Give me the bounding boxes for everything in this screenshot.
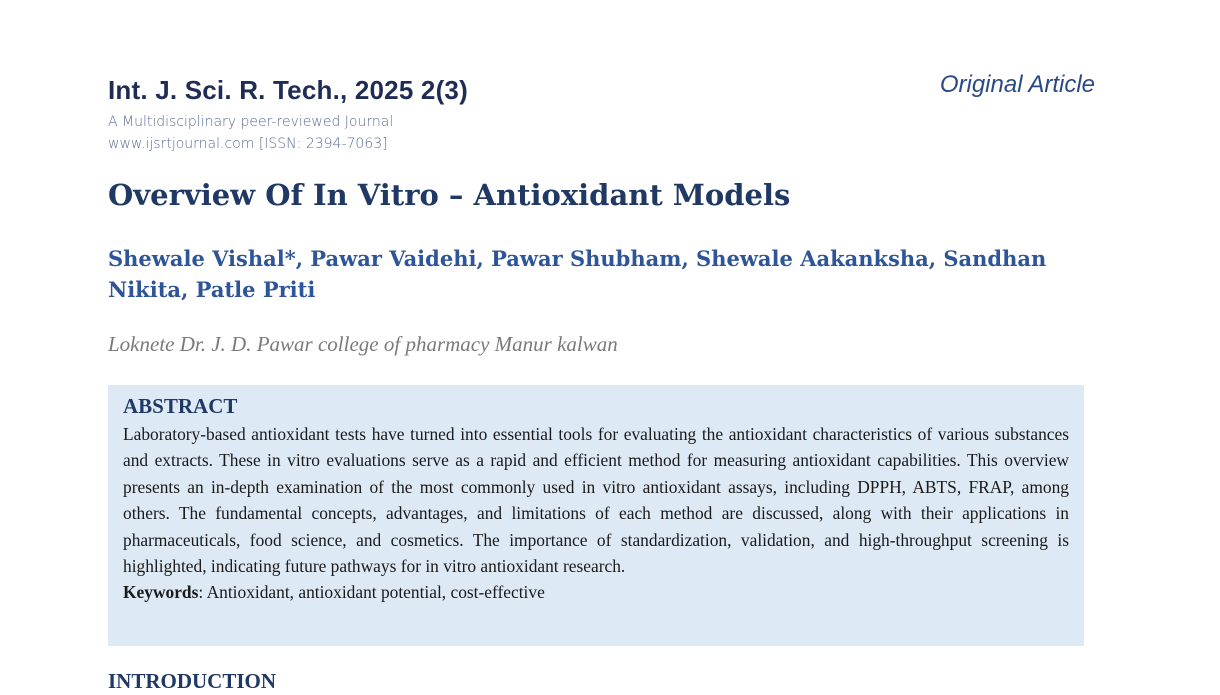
abstract-body: Laboratory-based antioxidant tests have turned into essential tools for evaluating the antioxidant characteristics of various substances and extracts. These in vitro evaluations serve as a rapid and efficient method for measuring antioxidant capabilities. This overview presents an in-depth examination of the most commonly used in vitro antioxidant assays, including DPPH, ABTS, FRAP, among others. The fundamental concepts, advantages, and limitations of each method are discussed, along with their applications in pharmaceuticals, food science, and cosmetics. The importance of standardization, validation, and high-throughput screening is highlighted, indicating future pathways for in vitro antioxidant research. bbox=[123, 424, 1069, 577]
author-list: Shewale Vishal*, Pawar Vaidehi, Pawar Shubham, Shewale Aakanksha, Sandhan Nikita, Patle Priti bbox=[108, 246, 1047, 302]
article-type-label: Original Article bbox=[939, 71, 1095, 98]
journal-title: Int. J. Sci. R. Tech., 2025 2(3) bbox=[108, 75, 468, 105]
introduction-heading: INTRODUCTION bbox=[108, 669, 277, 693]
keywords-line bbox=[123, 579, 1069, 605]
journal-subtitle: A Multidisciplinary peer-reviewed Journal bbox=[108, 114, 394, 130]
abstract-heading: ABSTRACT bbox=[123, 394, 238, 418]
author-affiliation: Loknete Dr. J. D. Pawar college of pharmacy Manur kalwan bbox=[108, 332, 618, 356]
keywords-label: Keywords bbox=[123, 582, 199, 603]
paper-title: Overview Of In Vitro – Antioxidant Models bbox=[108, 178, 791, 212]
journal-website-issn: www.ijsrtjournal.com [ISSN: 2394-7063] bbox=[108, 136, 388, 152]
keywords-text: : Antioxidant, antioxidant potential, cost-effective bbox=[198, 582, 545, 603]
abstract-box bbox=[108, 385, 1084, 646]
